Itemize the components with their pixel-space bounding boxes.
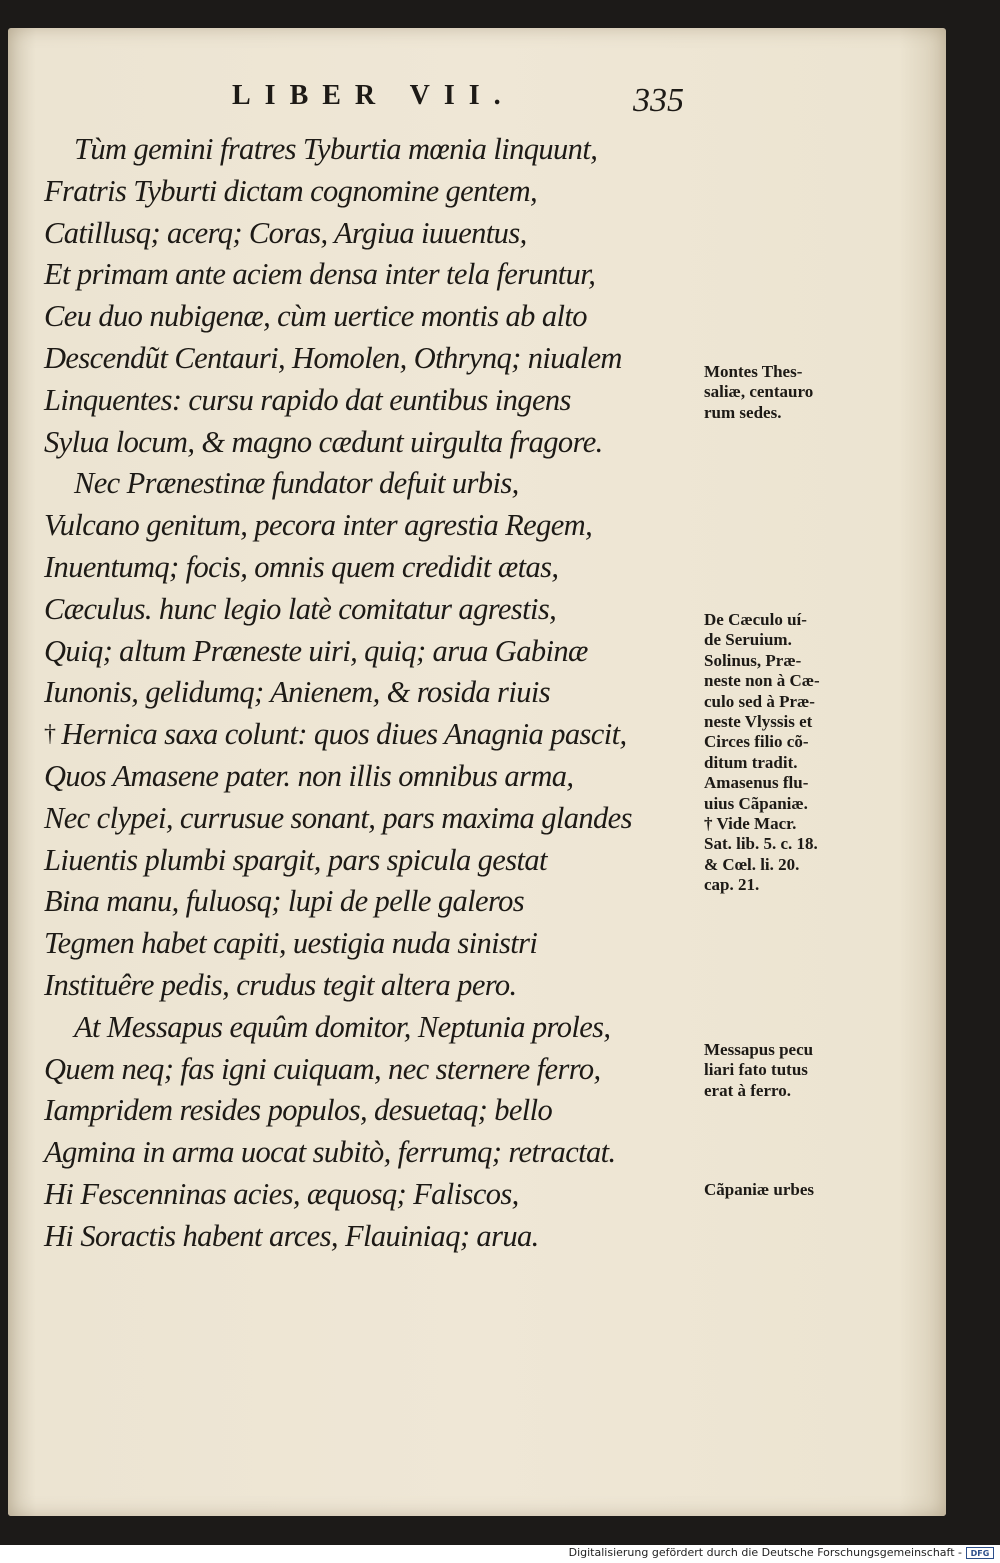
note-line: Messapus pecu [704, 1040, 814, 1059]
verse-line-with-dagger [44, 714, 704, 756]
dagger-mark: † [44, 721, 56, 748]
running-head: LIBER VII. [232, 80, 515, 111]
note-line: liari fato tutus [704, 1060, 808, 1080]
verse-line: Nec clypei, currusue sonant, pars maxima glandes [44, 800, 632, 835]
verse-line: Iampridem resides populos, desuetaq; bello [44, 1093, 553, 1128]
verse-line: Hi Fescenninas acies, æquosq; Faliscos, [44, 1176, 519, 1211]
verse-line-text: Hernica saxa colunt: quos diues Anagnia pascit, [61, 717, 627, 752]
verse-line: Quos Amasene pater. non illis omnibus arma, [44, 758, 574, 793]
note-line: culo sed à Præ- [704, 691, 815, 711]
note-line: neste non à Cæ- [704, 671, 820, 691]
marginal-note-caeculus [704, 610, 864, 896]
verse-line: Vulcano genitum, pecora inter agrestia Regem, [44, 508, 593, 543]
note-line: Circes filio cõ- [704, 732, 809, 752]
verse-line: Nec Prænestinæ fundator defuit urbis, [74, 466, 519, 501]
dfg-logo: DFG [966, 1547, 994, 1559]
note-line: uius Cãpaniæ. [704, 793, 808, 813]
verse-line: Instituêre pedis, crudus tegit altera pero. [44, 967, 517, 1002]
note-line: erat à ferro. [704, 1080, 791, 1100]
note-line: Solinus, Præ- [704, 650, 802, 670]
verse-line: Et primam ante aciem densa inter tela feruntur, [44, 257, 596, 292]
verse-line: Tegmen habet capiti, uestigia nuda sinistri [44, 926, 538, 961]
verse-line: Tùm gemini fratres Tyburtia mœnia linquunt, [74, 132, 598, 166]
verse-line: Fratris Tyburti dictam cognomine gentem, [44, 173, 538, 208]
verse-line: Iunonis, gelidumq; Anienem, & rosida riuis [44, 675, 550, 710]
marginal-note-campania [704, 1180, 864, 1200]
verse-line: Inuentumq; focis, omnis quem credidit ætas, [44, 549, 559, 584]
note-line: Sat. lib. 5. c. 18. [704, 834, 818, 854]
note-line: † Vide Macr. [704, 814, 797, 834]
page-number: 335 [633, 82, 684, 119]
verse-line: Descendũt Centauri, Homolen, Othrynq; niualem [44, 340, 622, 375]
verse-line: Quem neq; fas igni cuiquam, nec sternere ferro, [44, 1051, 601, 1086]
note-line: saliæ, centauro [704, 382, 814, 402]
footer-credit: Digitalisierung gefördert durch die Deutsche Forschungsgemeinschaft - [568, 1546, 962, 1559]
verse-line: Catillusq; acerq; Coras, Argiua iuuentus, [44, 215, 527, 250]
verse-line: At Messapus equûm domitor, Neptunia proles, [74, 1009, 611, 1044]
note-line: Cãpaniæ urbes [704, 1180, 815, 1199]
verse-line: Ceu duo nubigenæ, cùm uertice montis ab alto [44, 299, 587, 334]
verse-line: Bina manu, fuluosq; lupi de pelle galeros [44, 884, 525, 919]
verse-line: Cæculus. hunc legio latè comitatur agrestis, [44, 591, 557, 626]
note-line: ditum tradit. [704, 752, 798, 772]
verse-line: Sylua locum, & magno cædunt uirgulta fragore. [44, 424, 603, 459]
note-line: de Seruium. [704, 630, 792, 650]
verse-line: Quiq; altum Præneste uiri, quiq; arua Gabinæ [44, 633, 588, 668]
verse-line: Agmina in arma uocat subitò, ferrumq; retractat. [44, 1135, 616, 1170]
marginal-note-centaurs [704, 362, 864, 423]
note-line: Montes Thes- [704, 362, 803, 381]
note-line: neste Vlyssis et [704, 712, 813, 732]
verse-line: Hi Soractis habent arces, Flauiniaq; arua. [44, 1218, 539, 1253]
note-line: cap. 21. [704, 875, 760, 895]
verse-block [44, 129, 704, 1258]
marginal-note-messapus [704, 1040, 864, 1101]
note-line: & Cœl. li. 20. [704, 854, 800, 874]
note-line: Amasenus flu- [704, 773, 809, 793]
verse-line: Liuentis plumbi spargit, pars spicula gestat [44, 842, 547, 877]
note-line: De Cæculo uí- [704, 610, 807, 629]
note-line: rum sedes. [704, 402, 782, 422]
verse-line: Linquentes: cursu rapido dat euntibus ingens [44, 382, 571, 417]
